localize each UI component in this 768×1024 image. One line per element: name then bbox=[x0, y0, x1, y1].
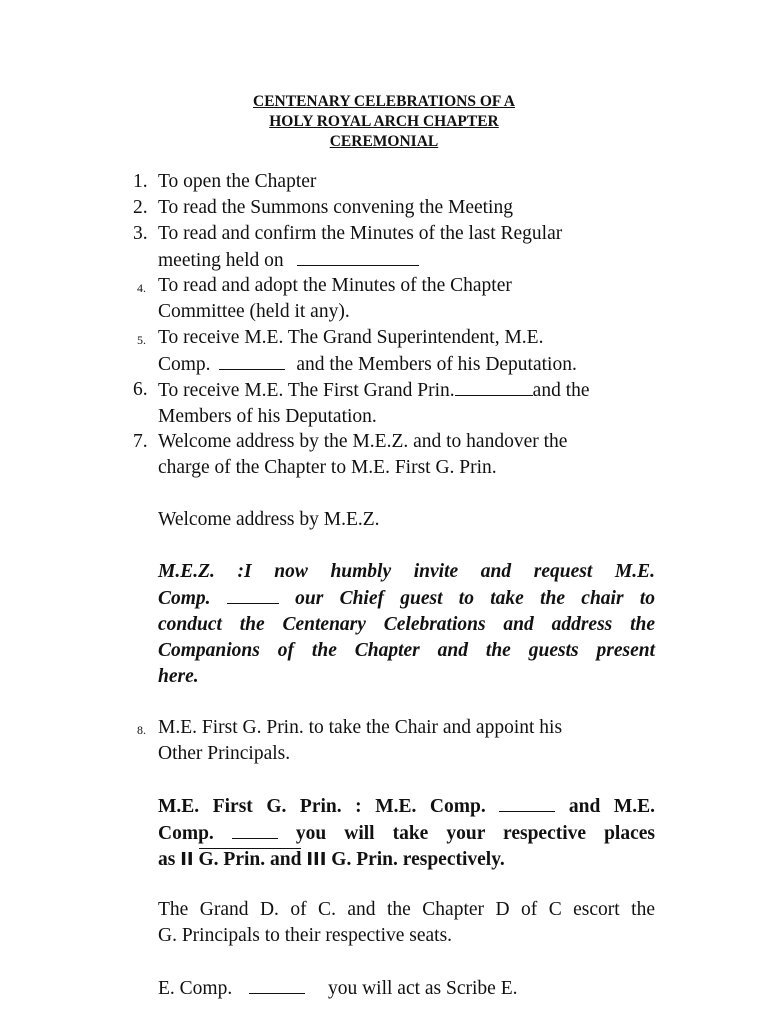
item-6-line-2: Members of his Deputation. bbox=[158, 406, 377, 427]
mez-line-3: conduct the Centenary Celebrations and address the bbox=[158, 614, 655, 635]
first-prin-line-2a: Comp. bbox=[158, 823, 214, 844]
first-prin-line-3 bbox=[158, 847, 655, 873]
mez-line-2 bbox=[158, 585, 655, 612]
item-7-line-1: Welcome address by the M.E.Z. and to handover the bbox=[158, 431, 568, 452]
date-blank bbox=[297, 247, 419, 266]
third-prin-blank bbox=[232, 820, 278, 839]
item-7-number: 7. bbox=[133, 431, 148, 452]
item-7-line-2: charge of the Chapter to M.E. First G. Prin. bbox=[158, 457, 497, 478]
first-prin-line-3c: G. Prin. respectively. bbox=[331, 849, 505, 870]
item-3-line-2-text: meeting held on bbox=[158, 250, 284, 271]
item-4-text bbox=[158, 273, 658, 325]
item-5-text bbox=[158, 325, 658, 378]
item-3-line-1: To read and confirm the Minutes of the last Regular bbox=[158, 223, 563, 244]
item-6-line-1b: and the bbox=[532, 380, 590, 401]
item-4-number: 4. bbox=[137, 281, 146, 295]
item-5-line-2 bbox=[158, 351, 658, 378]
item-5-line-2a: Comp. bbox=[158, 354, 211, 375]
first-grand-prin-blank bbox=[455, 377, 533, 396]
item-1-text: To open the Chapter bbox=[158, 171, 317, 192]
mez-line-2a: Comp. bbox=[158, 588, 211, 609]
item-3-line-2 bbox=[158, 247, 658, 274]
item-6-text bbox=[158, 377, 658, 430]
grand-superintendent-blank bbox=[219, 351, 285, 370]
mez-paragraph bbox=[158, 559, 655, 690]
item-3-text bbox=[158, 221, 658, 274]
mez-line-4: Companions of the Chapter and the guests present bbox=[158, 640, 655, 661]
first-prin-line-2 bbox=[158, 820, 655, 847]
scribe-line-a: E. Comp. bbox=[158, 978, 233, 999]
second-prin-blank bbox=[499, 793, 555, 812]
first-prin-line-1a: M.E. First G. Prin. : M.E. Comp. bbox=[158, 796, 486, 817]
item-8-line-2: Other Principals. bbox=[158, 743, 291, 764]
roman-ii: II bbox=[180, 849, 194, 870]
item-8-text bbox=[158, 715, 658, 767]
item-8-line-1: M.E. First G. Prin. to take the Chair and appoint his bbox=[158, 717, 563, 738]
item-5-line-1: To receive M.E. The Grand Superintendent, M.E. bbox=[158, 327, 544, 348]
heading-line-1: CENTENARY CELEBRATIONS OF A bbox=[253, 93, 515, 110]
item-2-number: 2. bbox=[133, 197, 148, 218]
item-1-number: 1. bbox=[133, 171, 148, 192]
first-prin-line-1b: and M.E. bbox=[568, 796, 656, 817]
item-7-text bbox=[158, 429, 658, 481]
item-6-line-1 bbox=[158, 377, 658, 404]
first-prin-line-3a: as bbox=[158, 849, 176, 870]
scribe-blank bbox=[249, 975, 305, 994]
escort-paragraph bbox=[158, 897, 655, 949]
scribe-line-b: you will act as Scribe E. bbox=[327, 978, 518, 999]
item-2-text: To read the Summons convening the Meeting bbox=[158, 197, 513, 218]
first-prin-line-3b: G. Prin. and bbox=[198, 849, 302, 870]
first-prin-paragraph bbox=[158, 793, 655, 873]
first-prin-line-1 bbox=[158, 793, 655, 820]
welcome-address-line: Welcome address by M.E.Z. bbox=[158, 509, 380, 530]
escort-line-2: G. Principals to their respective seats. bbox=[158, 925, 453, 946]
heading-line-3: CEREMONIAL bbox=[329, 133, 439, 150]
item-6-line-1a: To receive M.E. The First Grand Prin. bbox=[158, 380, 455, 401]
item-5-number: 5. bbox=[137, 333, 146, 347]
mez-line-2b: our Chief guest to take the chair to bbox=[295, 588, 655, 609]
first-prin-line-2b: you will take your respective places bbox=[295, 823, 655, 844]
mez-line-5: here. bbox=[158, 666, 199, 687]
item-4-line-1: To read and adopt the Minutes of the Chapter bbox=[158, 275, 512, 296]
heading-line-2: HOLY ROYAL ARCH CHAPTER bbox=[269, 113, 499, 130]
item-3-number: 3. bbox=[133, 223, 148, 244]
roman-iii: III bbox=[306, 849, 327, 870]
escort-line-1: The Grand D. of C. and the Chapter D of C escort the bbox=[158, 899, 655, 920]
item-5-line-2b: and the Members of his Deputation. bbox=[296, 354, 577, 375]
item-8-number: 8. bbox=[137, 723, 146, 737]
mez-line-1: M.E.Z. :I now humbly invite and request M.E. bbox=[158, 561, 655, 582]
item-4-line-2: Committee (held it any). bbox=[158, 301, 350, 322]
scribe-line bbox=[158, 975, 655, 1002]
chief-guest-blank bbox=[227, 585, 279, 604]
item-6-number: 6. bbox=[133, 379, 148, 400]
